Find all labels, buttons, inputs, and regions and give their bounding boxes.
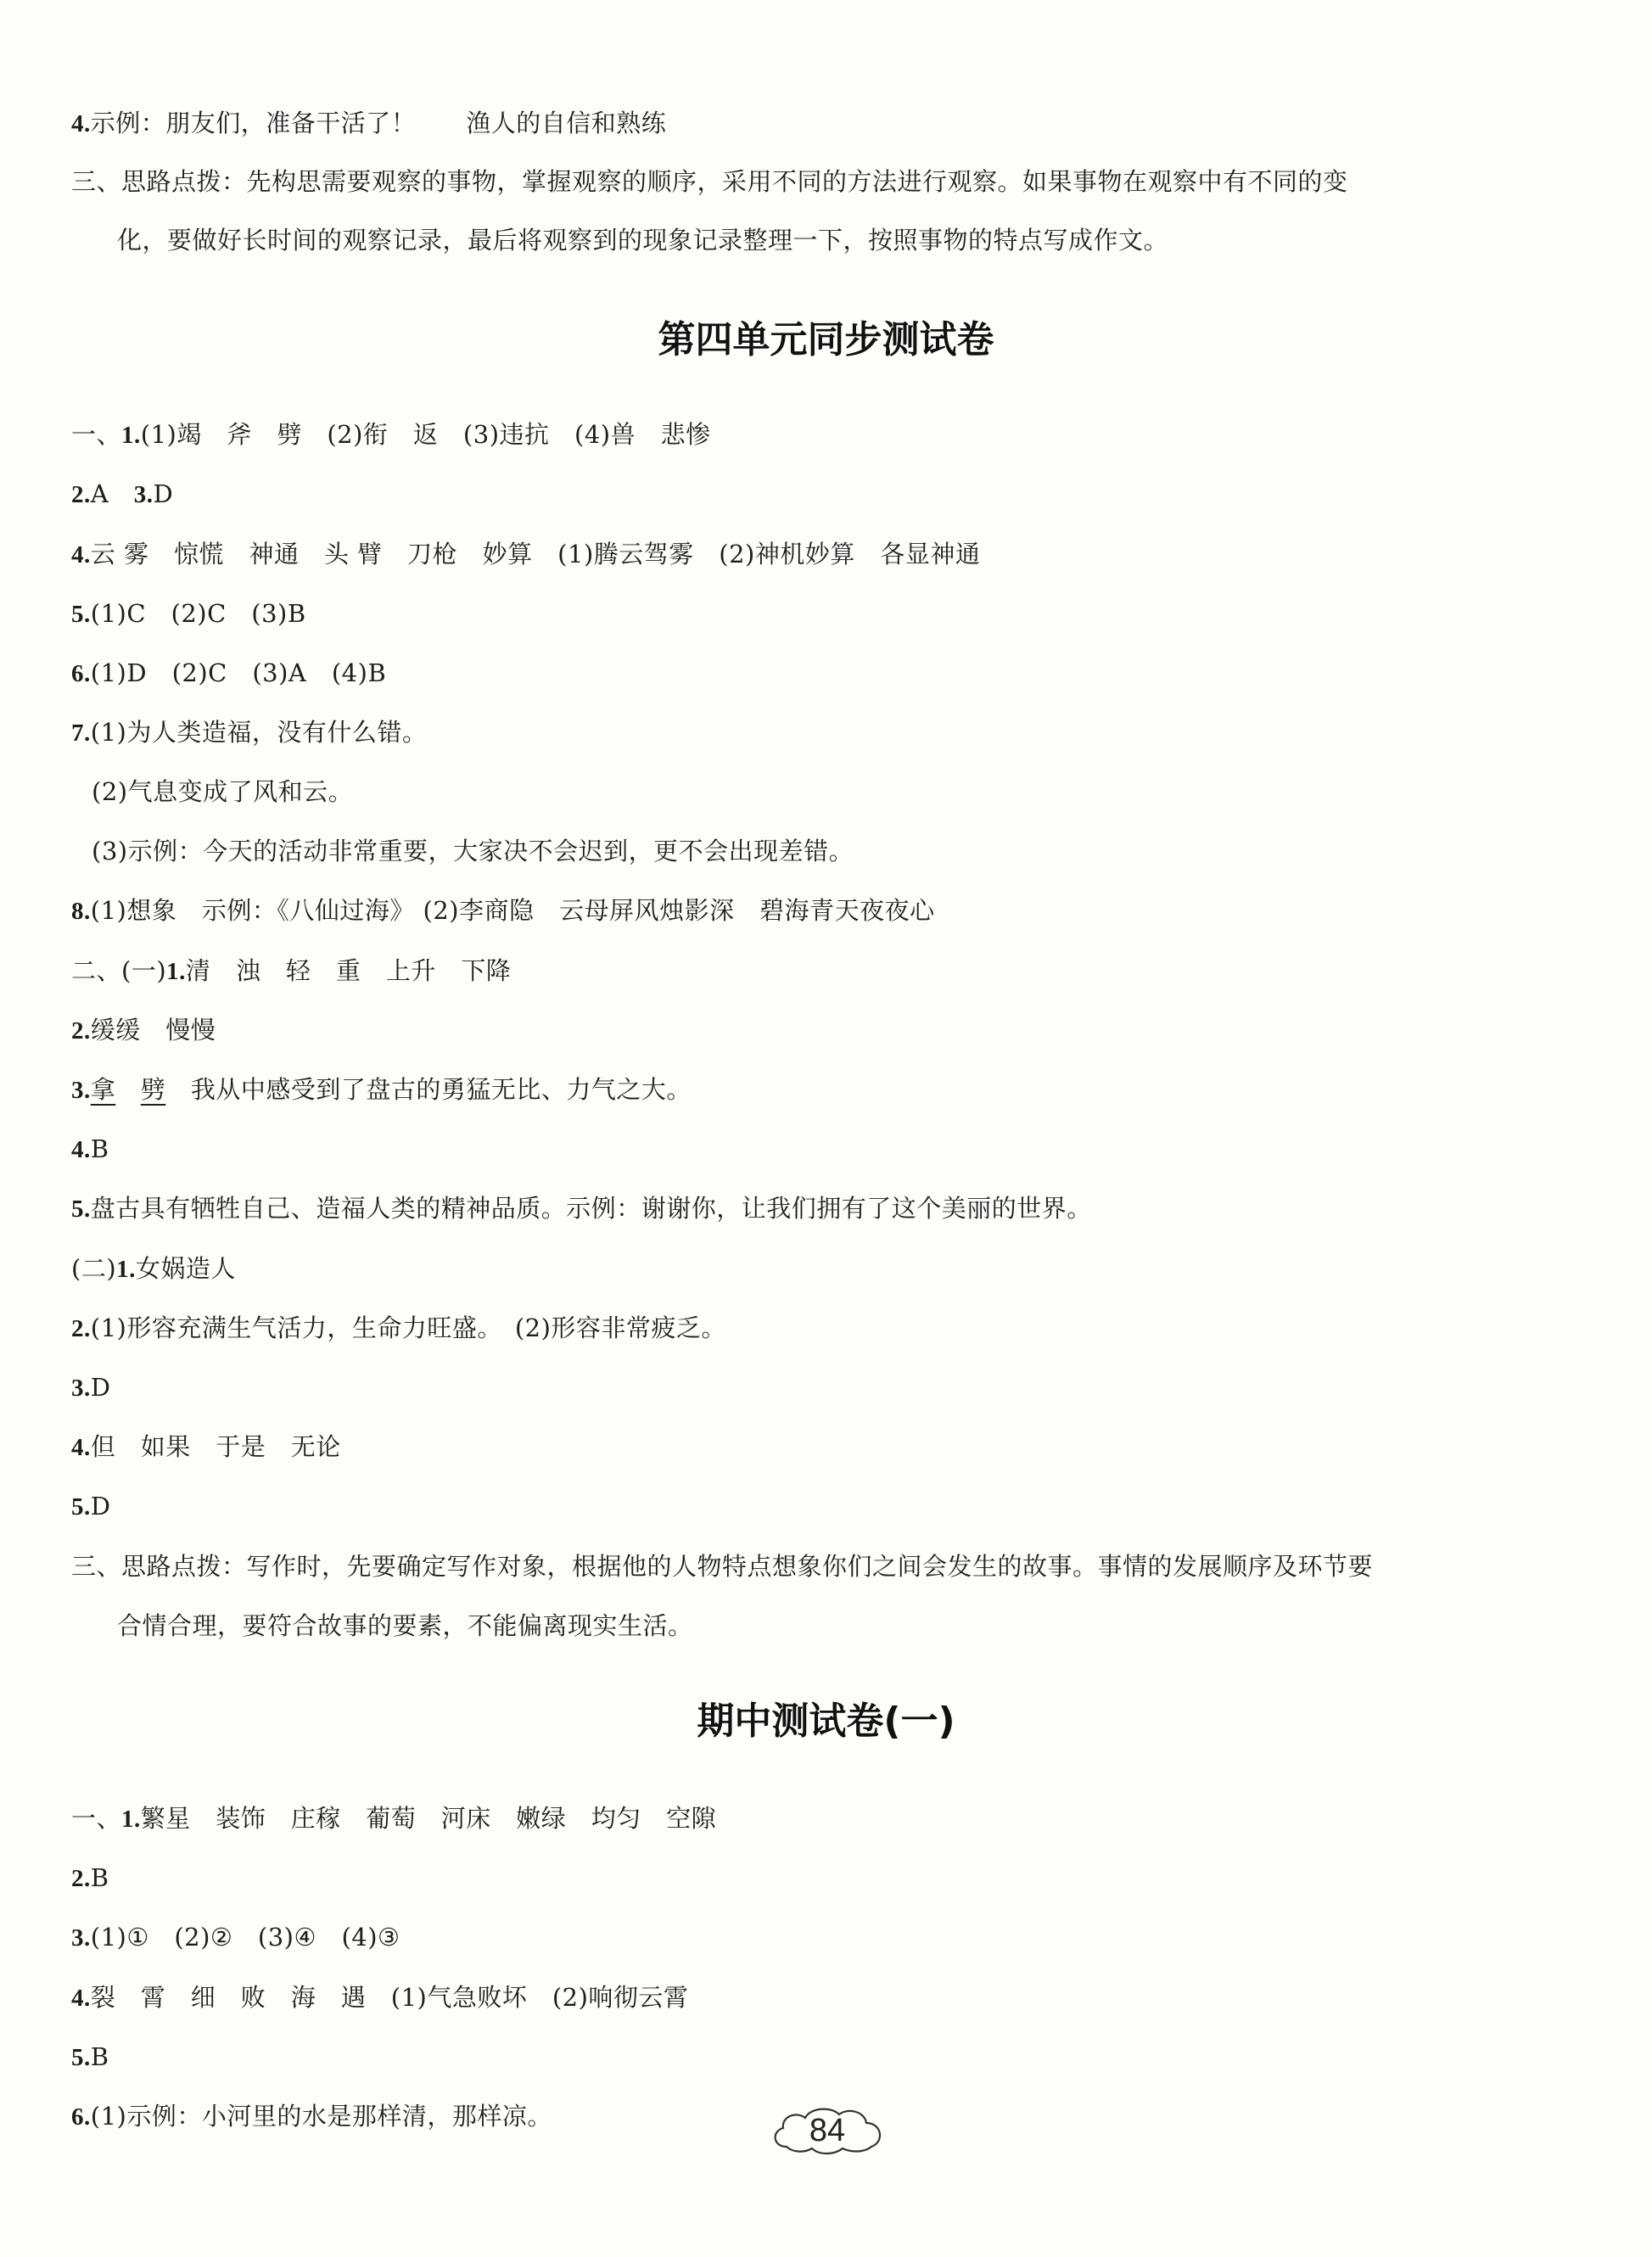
answer-line: 4.示例：朋友们，准备干活了！ 渔人的自信和熟练 bbox=[71, 109, 667, 137]
answer-line: 6.(1)示例：小河里的水是那样清，那样凉。 bbox=[71, 2102, 552, 2131]
answer-line: 一、1.(1)竭 斧 劈 (2)衔 返 (3)违抗 (4)兽 悲惨 bbox=[71, 420, 711, 449]
answer-line: 4.B bbox=[71, 1134, 109, 1163]
answer-line: 4.裂 霄 细 败 海 遇 (1)气急败坏 (2)响彻云霄 bbox=[71, 1983, 689, 2012]
answer-line: 2.缓缓 慢慢 bbox=[71, 1016, 216, 1044]
section-title: 第四单元同步测试卷 bbox=[658, 318, 994, 361]
answer-line: 2.A 3.D bbox=[71, 479, 174, 508]
answer-line: 7.(1)为人类造福，没有什么错。 bbox=[71, 718, 428, 747]
answer-line: 5.D bbox=[71, 1492, 111, 1521]
answer-line: (2)气息变成了风和云。 bbox=[92, 777, 354, 806]
answer-line: 3.拿 劈 我从中感受到了盘古的勇猛无比、力气之大。 bbox=[71, 1075, 692, 1104]
answer-line: 5.(1)C (2)C (3)B bbox=[71, 599, 306, 628]
answer-line: (3)示例：今天的活动非常重要，大家决不会迟到，更不会出现差错。 bbox=[92, 837, 854, 865]
answer-line: 三、思路点拨：写作时，先要确定写作对象，根据他的人物特点想象你们之间会发生的故事。事情的发展顺序及环节要 bbox=[71, 1552, 1374, 1581]
answer-line: 5.盘古具有牺牲自己、造福人类的精神品质。示例：谢谢你，让我们拥有了这个美丽的世界。 bbox=[71, 1194, 1092, 1223]
answer-line: 5.B bbox=[71, 2042, 109, 2071]
answer-line: 合情合理，要符合故事的要素，不能偏离现实生活。 bbox=[117, 1611, 693, 1640]
answer-line: 3.D bbox=[71, 1373, 111, 1402]
section-title: 期中测试卷(一) bbox=[697, 1700, 955, 1743]
page-number-badge bbox=[768, 2103, 887, 2159]
answer-line: 一、1.繁星 装饰 庄稼 葡萄 河床 嫩绿 均匀 空隙 bbox=[71, 1804, 717, 1833]
answer-line: 2.B bbox=[71, 1863, 109, 1892]
answer-line: (二)1.女娲造人 bbox=[71, 1254, 236, 1283]
answer-line: 4.云 雾 惊慌 神通 头 臂 刀枪 妙算 (1)腾云驾雾 (2)神机妙算 各显神通 bbox=[71, 540, 981, 568]
answer-line: 2.(1)形容充满生气活力，生命力旺盛。 (2)形容非常疲乏。 bbox=[71, 1313, 726, 1342]
answer-line: 4.但 如果 于是 无论 bbox=[71, 1432, 341, 1461]
answer-line: 化，要做好长时间的观察记录，最后将观察到的现象记录整理一下，按照事物的特点写成作文。 bbox=[117, 226, 1169, 255]
answer-line: 三、思路点拨：先构思需要观察的事物，掌握观察的顺序，采用不同的方法进行观察。如果事物在观察中有不同的变 bbox=[71, 167, 1348, 196]
answer-line: 6.(1)D (2)C (3)A (4)B bbox=[71, 658, 387, 687]
answer-line: 8.(1)想象 示例：《八仙过海》 (2)李商隐 云母屏风烛影深 碧海青天夜夜心 bbox=[71, 896, 935, 925]
answer-line: 3.(1)① (2)② (3)④ (4)③ bbox=[71, 1923, 400, 1952]
answer-line: 二、(一)1.清 浊 轻 重 上升 下降 bbox=[71, 956, 512, 985]
page-number: 84 bbox=[809, 2113, 846, 2148]
